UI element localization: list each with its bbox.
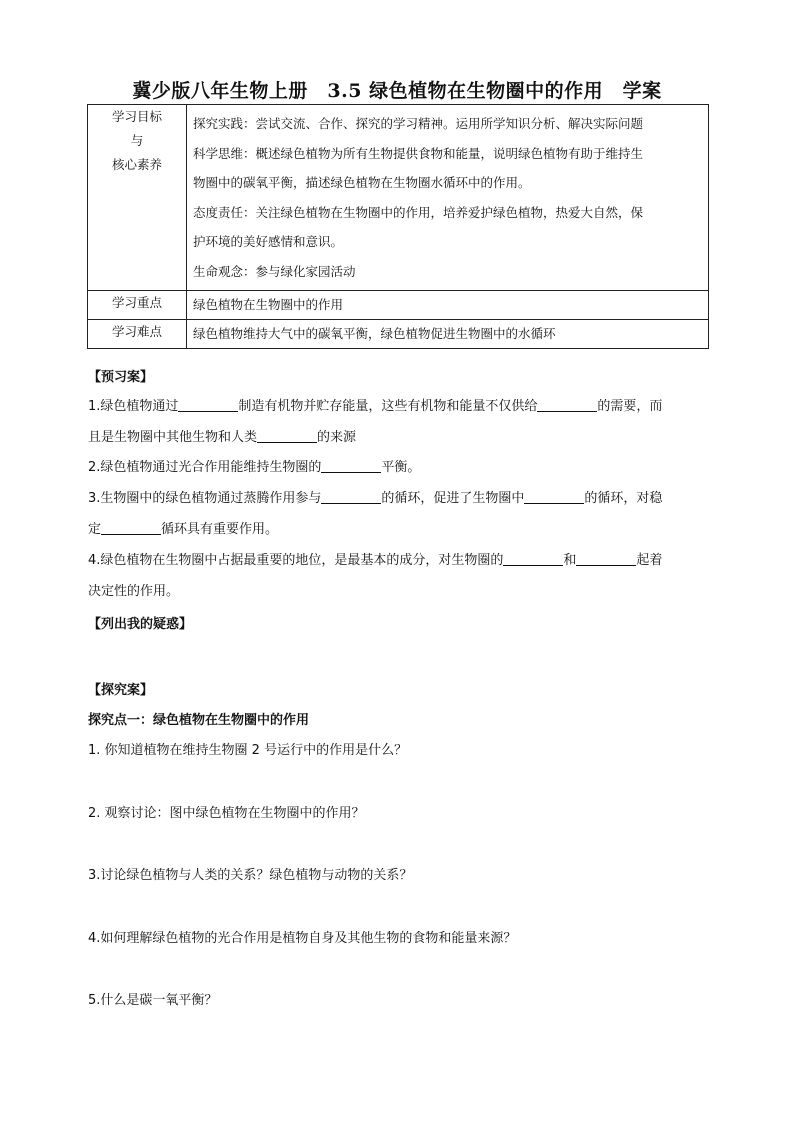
q2-text: 2.绿色植物通过光合作用能维持生物圈的 [88, 460, 322, 475]
q3-text: 定 [88, 522, 102, 537]
key-points-row [88, 291, 709, 320]
answer-blank[interactable] [321, 489, 381, 504]
goals-label-line: 核心素养 [111, 157, 162, 172]
answer-blank[interactable] [503, 551, 563, 566]
goal-line: 态度责任：关注绿色植物在生物圈中的作用，培养爱护绿色植物，热爱大自然，保 [193, 204, 644, 220]
answer-blank[interactable] [101, 520, 161, 535]
goals-content-cell [187, 105, 709, 291]
q4-text: 起着 [636, 553, 663, 568]
learning-goals-table [87, 104, 709, 349]
answer-blank[interactable] [524, 489, 584, 504]
answer-blank[interactable] [321, 458, 381, 473]
goals-label-line: 学习目标 [111, 109, 162, 124]
goal-line: 科学思维：概述绿色植物为所有生物提供食物和能量，说明绿色植物有助于维持生 [193, 145, 644, 161]
page-title: 冀少版八年生物上册 3.5 绿色植物在生物圈中的作用 学案 [132, 80, 662, 102]
answer-blank[interactable] [576, 551, 636, 566]
goals-label-line: 与 [130, 133, 144, 148]
explore-point-1: 探究点一：绿色植物在生物圈中的作用 [88, 713, 310, 728]
goals-row [88, 105, 709, 291]
key-points-label: 学习重点 [88, 291, 187, 320]
answer-blank[interactable] [257, 428, 317, 443]
q1-text: 且是生物圈中其他生物和人类 [88, 430, 258, 445]
preview-heading: 【预习案】 [88, 370, 154, 385]
preview-question-4 [88, 545, 708, 607]
preview-question-3 [88, 483, 708, 545]
doubts-heading: 【列出我的疑惑】 [88, 617, 193, 632]
goals-label-cell [88, 105, 187, 291]
q3-text: 的循环，对稳 [584, 491, 663, 506]
q3-text: 3.生物圈中的绿色植物通过蒸腾作用参与 [88, 491, 322, 506]
q1-text: 的来源 [317, 430, 357, 445]
q1-text: 的需要，而 [597, 399, 663, 414]
goal-line: 探究实践：尝试交流、合作、探究的学习精神。运用所学知识分析、解决实际问题 [193, 116, 644, 131]
difficulty-label: 学习难点 [88, 320, 187, 349]
q1-text: 制造有机物并贮存能量，这些有机物和能量不仅供给 [238, 399, 538, 414]
q3-text: 的循环，促进了生物圈中 [381, 491, 525, 506]
preview-question-1 [88, 391, 708, 453]
goal-line: 物圈中的碳氧平衡，描述绿色植物在生物圈水循环中的作用。 [193, 175, 531, 190]
difficulty-row [88, 320, 709, 349]
goal-line: 护环境的美好感情和意识。 [193, 234, 344, 249]
explore-question: 5.什么是碳一氧平衡？ [88, 993, 218, 1008]
difficulty-text: 绿色植物维持大气中的碳氧平衡，绿色植物促进生物圈中的水循环 [187, 320, 709, 349]
q4-text: 和 [563, 553, 577, 568]
key-points-text: 绿色植物在生物圈中的作用 [187, 291, 709, 320]
explore-heading: 【探究案】 [88, 683, 154, 698]
q1-text: 1.绿色植物通过 [88, 399, 179, 414]
explore-question: 1. 你知道植物在维持生物圈 2 号运行中的作用是什么？ [88, 743, 408, 758]
answer-blank[interactable] [178, 397, 238, 412]
explore-question: 4.如何理解绿色植物的光合作用是植物自身及其他生物的食物和能量来源？ [88, 931, 517, 946]
explore-question: 3.讨论绿色植物与人类的关系？绿色植物与动物的关系？ [88, 868, 413, 883]
q3-text: 循环具有重要作用。 [161, 522, 279, 537]
preview-question-2 [88, 452, 708, 483]
explore-question: 2. 观察讨论：图中绿色植物在生物圈中的作用？ [88, 806, 365, 821]
goal-line: 生命观念：参与绿化家园活动 [193, 263, 356, 279]
q4-text: 决定性的作用。 [88, 584, 180, 599]
q4-text: 4.绿色植物在生物圈中占据最重要的地位，是最基本的成分，对生物圈的 [88, 553, 504, 568]
answer-blank[interactable] [537, 397, 597, 412]
q2-text: 平衡。 [381, 460, 421, 475]
